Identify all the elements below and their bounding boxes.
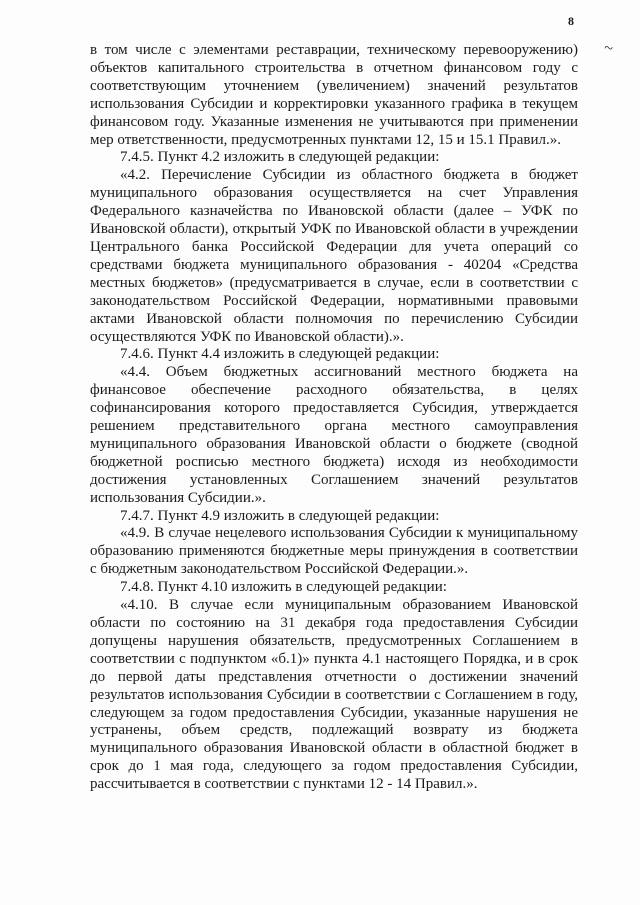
- paragraph-7-4-7-heading: 7.4.7. Пункт 4.9 изложить в следующей редакции:: [120, 507, 440, 524]
- document-body: [90, 42, 578, 794]
- page-number: 8: [568, 14, 574, 28]
- paragraph-7-4-5-heading: 7.4.5. Пункт 4.2 изложить в следующей редакции:: [120, 149, 440, 166]
- paragraph-7-4-8-heading: 7.4.8. Пункт 4.10 изложить в следующей редакции:: [120, 579, 447, 596]
- paragraph-4-4-text: «4.4. Объем бюджетных ассигнований местного бюджета на финансовое обеспечение расходного обязательства, в целях софинансирования которого предоставляется Субсидия, утверждается решением представительного органа местного самоуправления муниципального образования Ивановской области о бюджете (сводной бюджетной росписью местного бюджета) исходя из необходимости достижения установленных Соглашением значений результатов использования Субсидии.».: [90, 364, 578, 506]
- paragraph-7-4-6-heading: 7.4.6. Пункт 4.4 изложить в следующей редакции:: [120, 346, 440, 363]
- paragraph-4-9-text: «4.9. В случае нецелевого использования Субсидии к муниципальному образованию применяются бюджетные меры принуждения в соответствии с бюджетным законодательством Российской Федерации.».: [90, 525, 578, 578]
- paragraph-4-2-text: «4.2. Перечисление Субсидии из областного бюджета в бюджет муниципального образования осуществляется на счет Управления Федерального казначейства по Ивановской области (далее – УФК по Ивановской области), открытый УФК по Ивановской области в учреждении Центрального банка Российской Федерации для учета операций со средствами бюджета муниципального образования - 40204 «Средства местных бюджетов» (предусматривается в случае, если в соответствии с законодательством Российской Федерации, нормативными правовыми актами Ивановской области полномочия по перечислению Субсидии осуществляются УФК по Ивановской области).».: [90, 167, 578, 345]
- paragraph-4-10-text: «4.10. В случае если муниципальным образованием Ивановской области по состоянию на 31 декабря года предоставления Субсидии допущены нарушения обязательств, предусмотренных Соглашением в соответствии с подпунктом «б.1)» пункта 4.1 настоящего Порядка, и в срок до первой даты представления отчетности о достижении значений результатов использования Субсидии в соответствии с Соглашением в году, следующем за годом предоставления Субсидии, указанные нарушения не устранены, объем средств, подлежащий возврату из бюджета муниципального образования Ивановской области в областной бюджет в срок до 1 мая года, следующего за годом предоставления Субсидии, рассчитывается в соответствии с пунктами 12 - 14 Правил.».: [90, 597, 578, 793]
- handwritten-margin-mark: ~: [602, 39, 615, 58]
- paragraph-continuation: в том числе с элементами реставрации, техническому перевооружению) объектов капитального строительства в отчетном финансовом году с соответствующим уточнением (увеличением) значений результатов использования Субсидии и корректировки указанного графика в текущем финансовом году. Указанные изменения не учитываются при применении мер ответственности, предусмотренных пунктами 12, 15 и 15.1 Правил.».: [90, 42, 578, 148]
